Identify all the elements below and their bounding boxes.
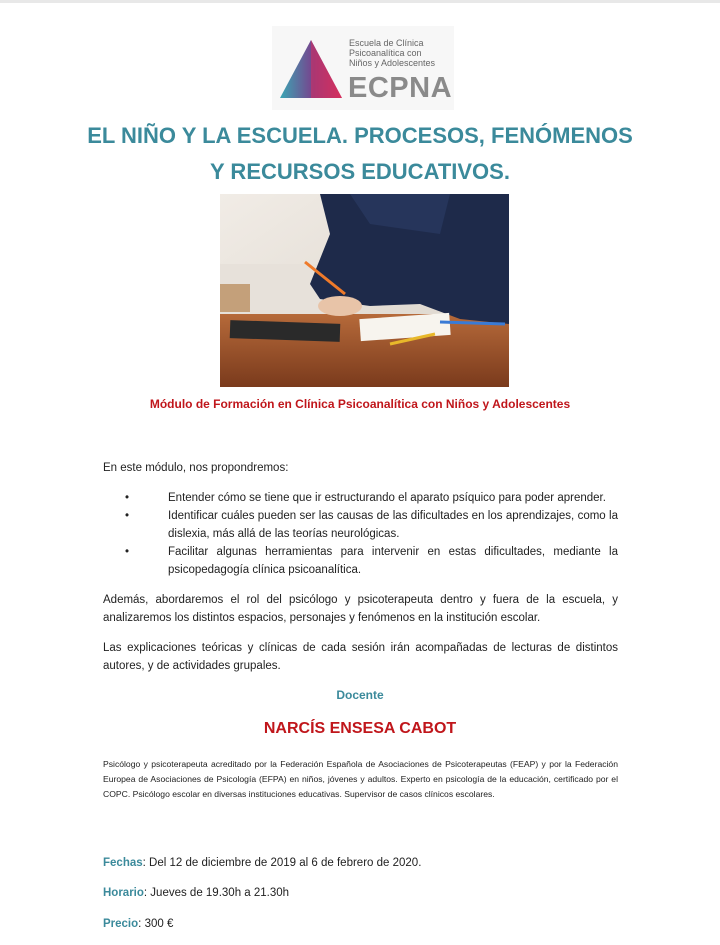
fechas-value: Del 12 de diciembre de 2019 al 6 de febrero de 2020.	[149, 857, 422, 869]
paragraph-roles: Además, abordaremos el rol del psicólogo y psicoterapeuta dentro y fuera de la escuela, y analizaremos los distintos espacios, personajes y fenómenos en la institución escolar.	[103, 594, 618, 624]
paragraph-sessions: Las explicaciones teóricas y clínicas de cada sesión irán acompañadas de lecturas de distintos autores, y de actividades grupales.	[103, 642, 618, 672]
triangle-logo-icon	[278, 38, 344, 100]
list-item: • Identificar cuáles pueden ser las causas de las dificultades en los aprendizajes, como la dislexia, más allá de las teorías neurológicas.	[103, 507, 618, 543]
precio-value: 300 €	[144, 918, 174, 930]
list-item: • Facilitar algunas herramientas para intervenir en estas dificultades, mediante la psicopedagogía clínica psicoanalítica.	[103, 543, 618, 579]
logo-subtitle: Escuela de Clínica Psicoanalítica con Niños y Adolescentes	[349, 38, 436, 68]
objectives-list	[103, 489, 618, 579]
horario-value: Jueves de 19.30h a 21.30h	[150, 887, 290, 899]
page-title	[60, 118, 660, 190]
title-line-1: EL NIÑO Y LA ESCUELA. PROCESOS, FENÓMENOS	[87, 123, 633, 148]
docente-bio: Psicólogo y psicoterapeuta acreditado por la Federación Española de Asociaciones de Psicoterapeutas (FEAP) y por la Federación Europea de Asociaciones de Psicología (EFPA) en niños, jóvenes y adultos. Experto en psicología de la educación, certificado por el COPC. Psicólogo escolar en diversas instituciones educativas. Supervisor de casos clínicos escolares.	[103, 759, 618, 799]
student-photo	[220, 194, 509, 387]
horario-row: Horario: Jueves de 19.30h a 21.30h	[103, 887, 290, 899]
horario-label: Horario	[103, 887, 144, 899]
precio-label: Precio	[103, 918, 139, 930]
docente-name: NARCÍS ENSESA CABOT	[263, 720, 457, 737]
docente-heading: Docente	[336, 688, 384, 702]
intro-text: En este módulo, nos propondremos:	[103, 462, 289, 474]
module-subtitle: Módulo de Formación en Clínica Psicoanalítica con Niños y Adolescentes	[149, 397, 571, 411]
fechas-row: Fechas: Del 12 de diciembre de 2019 al 6 de febrero de 2020.	[103, 857, 422, 869]
title-line-2: Y RECURSOS EDUCATIVOS.	[210, 159, 510, 184]
fechas-label: Fechas	[103, 857, 143, 869]
precio-row: Precio: 300 €	[103, 918, 174, 930]
top-border	[0, 0, 720, 3]
ecpna-logo	[272, 26, 454, 110]
logo-brand: ECPNA	[348, 72, 453, 104]
list-item: • Entender cómo se tiene que ir estructurando el aparato psíquico para poder aprender.	[103, 489, 618, 507]
